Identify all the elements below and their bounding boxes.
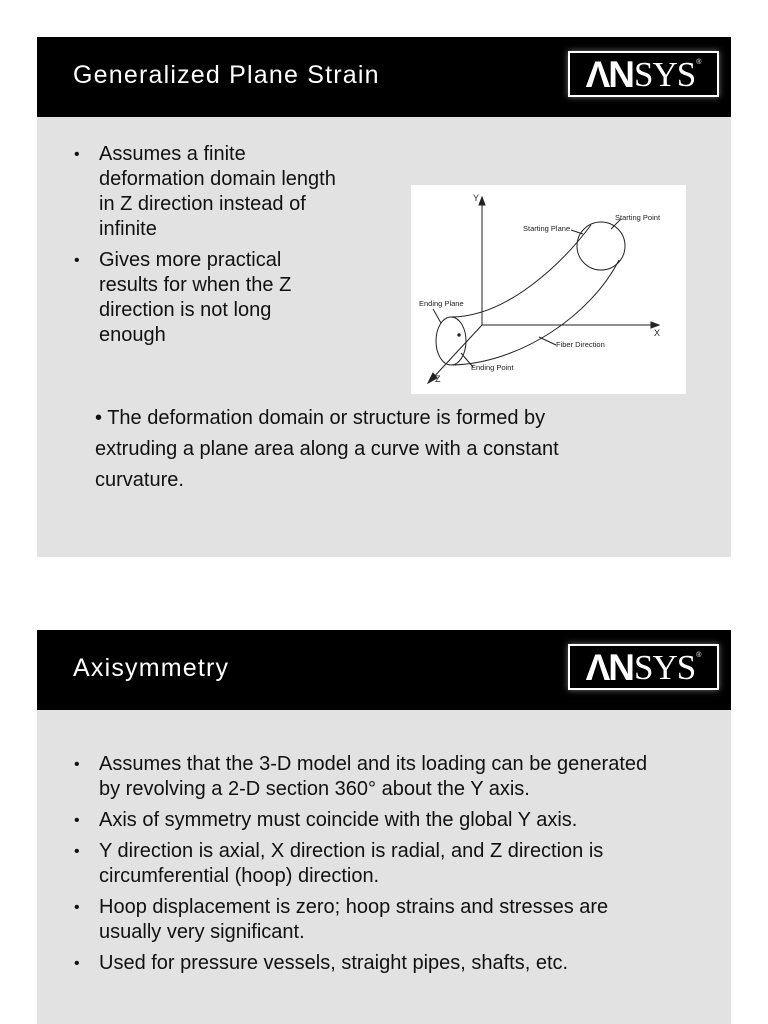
logo-sys: SYS xyxy=(634,647,696,687)
bullet-item: • Assumes a finite deformation domain length in Z direction instead of infinite xyxy=(73,142,343,242)
starting-point-label: Starting Point xyxy=(615,213,661,222)
bullet-list xyxy=(73,142,343,354)
fiber-direction-label: Fiber Direction xyxy=(556,340,605,349)
x-axis-label: X xyxy=(654,328,661,338)
fiber-direction-diagram xyxy=(411,185,686,394)
slide-axisymmetry xyxy=(37,630,731,1024)
logo-registered-mark: ® xyxy=(696,59,702,66)
logo-registered-mark: ® xyxy=(696,652,702,659)
slide-title: Generalized Plane Strain xyxy=(73,61,380,89)
bullet-item: • Axis of symmetry must coincide with the global Y axis. xyxy=(73,808,663,833)
bullet-item: • Gives more practical results for when the Z direction is not long enough xyxy=(73,248,343,348)
z-axis-label: Z xyxy=(435,374,441,384)
slide-title: Axisymmetry xyxy=(73,654,230,682)
ansys-logo xyxy=(568,51,719,97)
logo-sys: SYS xyxy=(634,54,696,94)
slide-header xyxy=(37,37,731,117)
ansys-logo xyxy=(568,644,719,690)
bullet-item: • Hoop displacement is zero; hoop strains and stresses are usually very significant. xyxy=(73,895,663,945)
extrusion-paragraph: • The deformation domain or structure is formed by extruding a plane area along a curve with a constant curvature. xyxy=(95,407,559,491)
y-axis-label: Y xyxy=(473,193,480,203)
bullet-list xyxy=(73,752,663,982)
logo-an: ΛN xyxy=(585,53,633,95)
slide-generalized-plane-strain xyxy=(37,37,731,557)
starting-plane-label: Starting Plane xyxy=(523,224,571,233)
bullet-item: • Used for pressure vessels, straight pipes, shafts, etc. xyxy=(73,951,663,976)
bullet-item: • Assumes that the 3-D model and its loading can be generated by revolving a 2-D section 360° about the Y axis. xyxy=(73,752,663,802)
slide-header xyxy=(37,630,731,710)
ending-plane-label: Ending Plane xyxy=(419,299,464,308)
logo-an: ΛN xyxy=(585,646,633,688)
bullet-item: • Y direction is axial, X direction is radial, and Z direction is circumferential (hoop) direction. xyxy=(73,839,663,889)
ending-point-label: Ending Point xyxy=(471,363,514,372)
